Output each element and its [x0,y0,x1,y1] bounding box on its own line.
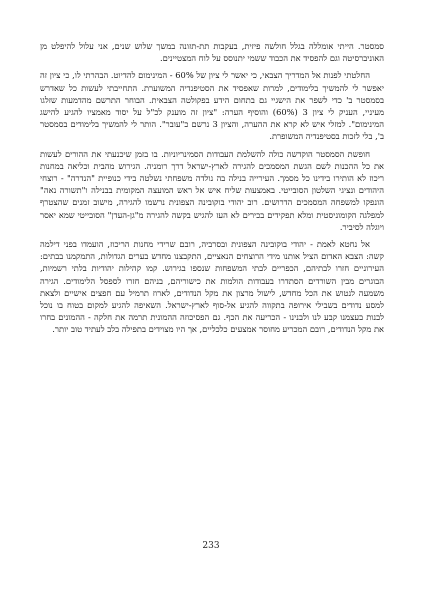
body-text [40,40,384,336]
page-number: 233 [202,541,220,551]
paragraph-3: חופשת הסמסטר הוקדשה כולה להשלמת העבודות הסמינריוניות. בו בזמן שיכנעתי את ההורים לעשות את כל ההכנות לשם הגשת המסמכים להגירה לארץ-ישראל דרך רומניה. הגירוש מהבית וכליאה במחנות ריכוז לא הותירו בידינו כל מסמך. העירייה בנילה בה נולדה משפחתי נשלטה בידי כנופיית "הנדרה" - רוצחי היהודים ונציגי השלטון הסובייטי. באמצעות שליח איש אל ראש המועצה המקומית בבנילה ו"תשורה נאה" הונפקו למשפחה המסמכים הדרושים. רוב יהודי בוקובינה הצפונית נרשמו להגירה, מישוב זמנים שהצטרף למפלגה הקומוניסטית ומלא תפקידים בכירים לא העז להגיש בקשה להגירה מ"גן-העדן" הסובייטי שמא יאסר ויוגלה לסיביר. [40,148,384,232]
paragraph-1: סמסטר. הייתי אומללה בגלל חולשה פיזית, בעקבות תת-תזונה במשך שלוש שנים, אני עלול להיפלט מן האוניברסיטה וגם להפסיד את הכבוד ששמי יתנוסס על לוח המצטיינים. [40,41,384,64]
paragraph-4: אל נחטא לאמת - יהודי בוקובינה הצפונית ובסרביה, רובם שרידי מחנות הריכוז, הועמדו בפני דילמה קשה: הצבא האדום הציל אותנו מידי הרוצחים הנאציים, התקבצנו מחדש בערים הגדולות, התמקמנו בבתים: העירוניים חזרו לבתיהם, הכפריים לבתי המשפחות שנספו בגירוש. קמו קהילות יהודיות בלתי רשמיות, הבוגרים מבין השורדים הסתדרו בעבודות הולמות את כישוריהם, בניהם חזרו לספסל הלימודים. הגירה משמעה לנטוש את הכל מחדש, לישול מרצון את מקל הנדודים, לארוז תרמיל עם חפצים אישיים ולצאת למסע נדודים בשבילי אירופה בתקווה להגיע אל-סוף לארץ-ישראל. השאיפה להגיע למקום בטוח בו נוכל לבנות בעצמנו קבע לנו ולבנינו - הכריעה את הכף. גם הפסיכוזה ההמונית תרמה את חלקה - ההמונים בחרו את מקל הנדודים, רובם המכריע מחוסר אמצעים כלכליים, אך היו מצוידים בתפילה בלב לעתיד טוב יותר. [40,239,384,335]
paragraph-2: החלטתי לפנות אל המדריך הצבאי, כי יאשר לי ציון של 60% - המינימום להדיוט. הבהרתי לו, כי ציון זה יאפשר לי להמשיך בלימודים, למרות שאפסיד את הסטיפנדיה המשוערת. התחייבתי לעשות כל שאדרש בסמסטר ב' כדי לשפר את הישגיי גם בתחום הידע בפקולטה הצבאית. הבוחר התרשם מהדמעות שזלגו מעיניי, העניק לי ציון 3 (60%) והוסיף הערה: "ציון זה מוענק לכ"ל על יסוד מאמציו להגיע להישג המינימום". למזלי איש לא קרא את ההערה, והציון 3 נרשם כ"עובר". הותר לי להמשיך בלימודים בסמסטר ב', בלי לזכות בסטיפנדיה המשופרת. [40,70,385,142]
